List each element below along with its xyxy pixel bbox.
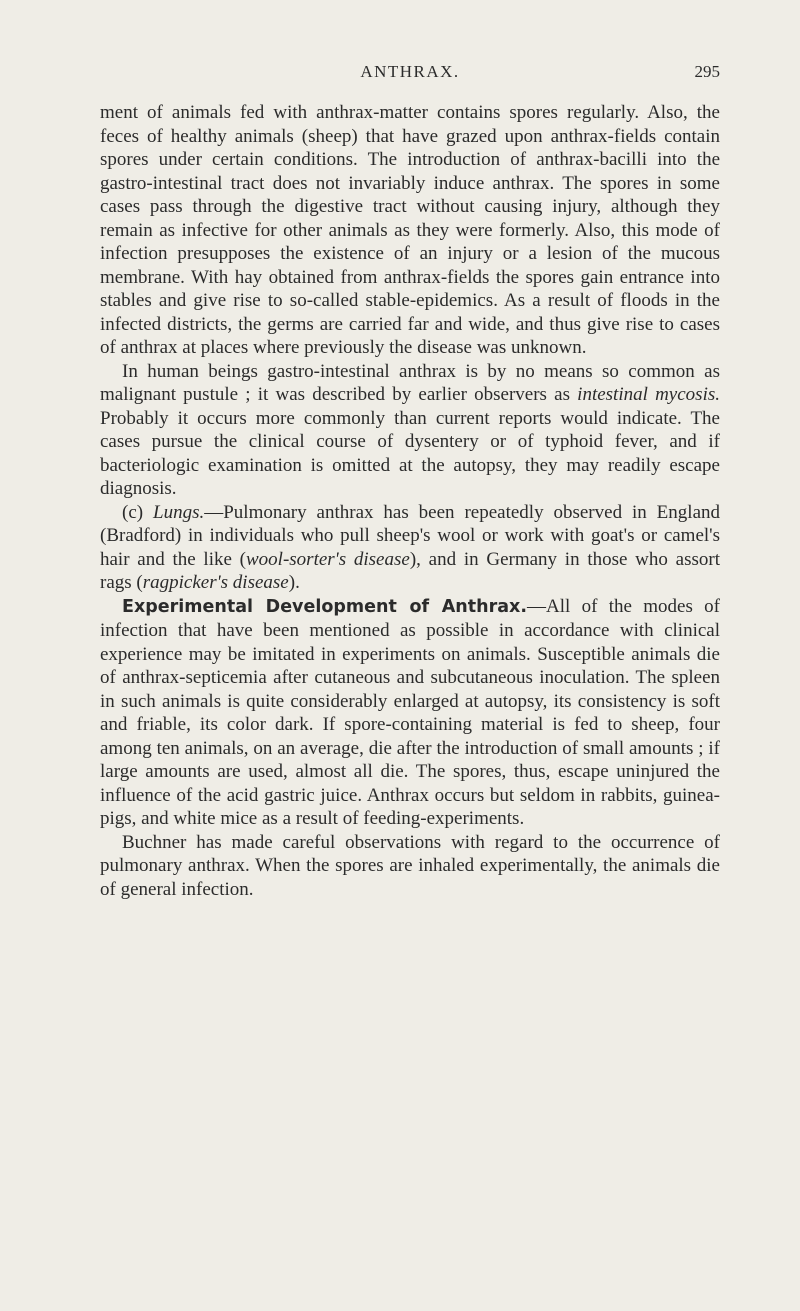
paragraph-continuation: ment of animals fed with anthrax-matter contains spores regularly. Also, the feces of healthy animals (sheep) that have grazed upon anthrax-fields contain spores under certain conditions. The introduction of anthrax-bacilli into the gastro-intestinal tract does not invariably induce anthrax. The spores in some cases pass through the digestive tract without causing injury, although they remain as infective for other animals as they were formerly. Also, this mode of infection presupposes the existence of an injury or a lesion of the mucous membrane. With hay obtained from anthrax-fields the spores gain entrance into stables and give rise to so-called stable-epidemics. As a result of floods in the infected districts, the germs are carried far and wide, and thus give rise to cases of anthrax at places where previously the disease was unknown. [100,102,720,358]
paragraph-text: ). [288,572,300,593]
paragraph-gastro-intestinal [100,360,720,501]
running-head: ANTHRAX. [360,62,460,81]
italic-term: intestinal mycosis. [577,384,720,405]
paragraph-text: In human beings gastro-intestinal anthrax is by no means so common as malignant pustule ; it was described by earlier observers as [100,360,720,405]
paragraph-buchner: Buchner has made careful observations with regard to the occurrence of pulmonary anthrax. When the spores are inhaled experimentally, the animals die of general infection. [100,831,720,900]
paragraph-lungs [100,501,720,595]
page-header [100,62,720,86]
paragraph-text: —Pulmonary anthrax has been repeatedly observed in England (Bradford) in individuals who pull sheep's wool or work with goat's or camel's hair and the like ( [100,501,720,570]
paragraph-text: ), and in Germany in those who assort rags ( [100,548,720,593]
italic-term: ragpicker's disease [142,572,289,593]
section-label: (c) [122,501,154,523]
paragraph-text: —All of the modes of infection that have been mentioned as possible in accordance with clinical experience may be imitated in experiments on animals. Susceptible animals die of anthrax-septicemia after cutaneous and subcutaneous inoculation. The spleen in such animals is quite considerably enlarged at autopsy, its consistency is soft and friable, its color dark. If spore-containing material is fed to sheep, four among ten animals, on an average, die after the introduction of small amounts ; if large amounts are used, almost all die. The spores, thus, escape uninjured the influence of the acid gastric juice. Anthrax occurs but seldom in rabbits, guinea-pigs, and white mice as a result of feeding-experiments. [100,595,720,829]
page-number: 295 [694,62,720,81]
section-title: Lungs. [153,501,205,523]
paragraph-experimental [100,595,720,831]
paragraph-text: Probably it occurs more commonly than current reports would indicate. The cases pursue the clinical course of dysentery or of typhoid fever, and if bacteriologic examination is omitted at the autopsy, they may readily escape diagnosis. [100,407,720,499]
body-text [100,101,720,901]
section-heading: Experimental Development of Anthrax. [122,596,527,617]
italic-term: wool-sorter's disease [246,548,410,570]
